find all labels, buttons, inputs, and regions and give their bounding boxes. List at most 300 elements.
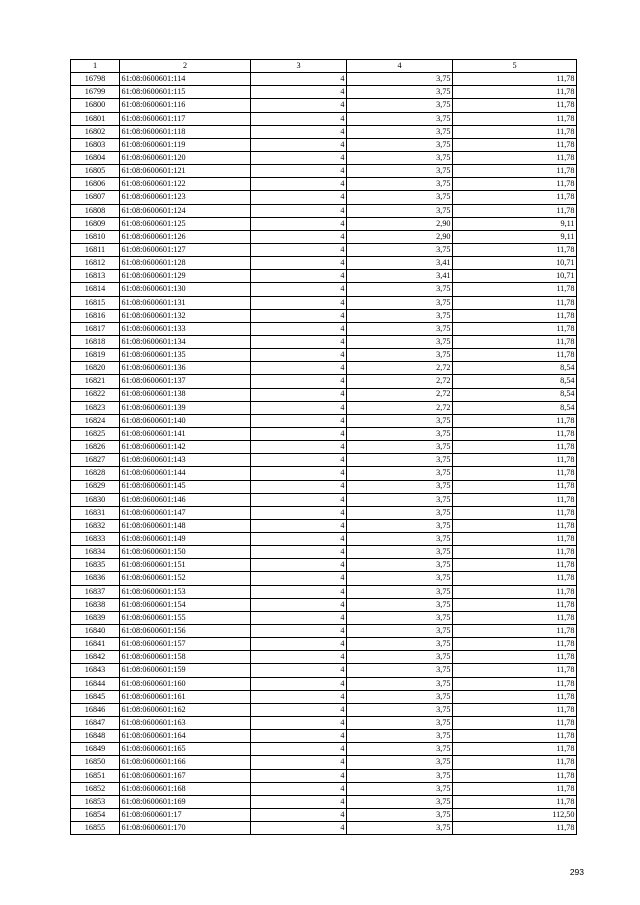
table-cell: 3,75 — [347, 467, 453, 480]
table-cell: 4 — [251, 441, 347, 454]
table-cell: 16799 — [71, 86, 120, 99]
table-cell: 16829 — [71, 480, 120, 493]
table-cell: 4 — [251, 257, 347, 270]
table-cell: 61:08:0600601:125 — [120, 217, 251, 230]
table-cell: 61:08:0600601:156 — [120, 625, 251, 638]
table-cell: 16841 — [71, 638, 120, 651]
table-row — [71, 769, 577, 782]
table-cell: 16853 — [71, 795, 120, 808]
table-cell: 9,11 — [453, 230, 577, 243]
table-cell: 11,78 — [453, 664, 577, 677]
table-cell: 16848 — [71, 730, 120, 743]
table-cell: 3,75 — [347, 335, 453, 348]
table-cell: 61:08:0600601:139 — [120, 401, 251, 414]
table-cell: 3,75 — [347, 730, 453, 743]
table-cell: 61:08:0600601:127 — [120, 243, 251, 256]
table-row — [71, 151, 577, 164]
table-row — [71, 441, 577, 454]
table-cell: 16827 — [71, 454, 120, 467]
table-row — [71, 664, 577, 677]
table-cell: 61:08:0600601:126 — [120, 230, 251, 243]
table-row — [71, 243, 577, 256]
table-row — [71, 822, 577, 835]
table-cell: 16813 — [71, 270, 120, 283]
table-cell: 4 — [251, 795, 347, 808]
table-cell: 11,78 — [453, 493, 577, 506]
table-cell: 4 — [251, 572, 347, 585]
table-row — [71, 112, 577, 125]
table-cell: 16833 — [71, 533, 120, 546]
table-row — [71, 270, 577, 283]
table-cell: 11,78 — [453, 743, 577, 756]
table-cell: 4 — [251, 296, 347, 309]
table-cell: 16845 — [71, 690, 120, 703]
page-number: 293 — [569, 867, 584, 877]
table-cell: 2,72 — [347, 388, 453, 401]
table-cell: 61:08:0600601:135 — [120, 349, 251, 362]
column-header: 4 — [347, 60, 453, 73]
table-row — [71, 257, 577, 270]
table-row — [71, 677, 577, 690]
table-cell: 16808 — [71, 204, 120, 217]
table-cell: 4 — [251, 467, 347, 480]
table-cell: 2,72 — [347, 375, 453, 388]
table-cell: 3,75 — [347, 178, 453, 191]
table-cell: 61:08:0600601:129 — [120, 270, 251, 283]
table-cell: 4 — [251, 125, 347, 138]
table-cell: 16838 — [71, 598, 120, 611]
table-cell: 16832 — [71, 519, 120, 532]
table-cell: 16809 — [71, 217, 120, 230]
table-cell: 4 — [251, 349, 347, 362]
table-cell: 4 — [251, 151, 347, 164]
table-cell: 4 — [251, 362, 347, 375]
table-cell: 11,78 — [453, 506, 577, 519]
table-cell: 4 — [251, 99, 347, 112]
table-cell: 61:08:0600601:120 — [120, 151, 251, 164]
table-cell: 11,78 — [453, 414, 577, 427]
table-cell: 61:08:0600601:17 — [120, 809, 251, 822]
table-cell: 11,78 — [453, 782, 577, 795]
table-cell: 16823 — [71, 401, 120, 414]
table-row — [71, 138, 577, 151]
table-cell: 4 — [251, 454, 347, 467]
table-cell: 4 — [251, 178, 347, 191]
table-cell: 16855 — [71, 822, 120, 835]
table-cell: 8,54 — [453, 362, 577, 375]
table-cell: 61:08:0600601:166 — [120, 756, 251, 769]
table-cell: 4 — [251, 769, 347, 782]
table-cell: 61:08:0600601:151 — [120, 559, 251, 572]
table-cell: 11,78 — [453, 296, 577, 309]
table-row — [71, 349, 577, 362]
table-cell: 11,78 — [453, 151, 577, 164]
table-cell: 61:08:0600601:169 — [120, 795, 251, 808]
table-cell: 61:08:0600601:170 — [120, 822, 251, 835]
table-cell: 16835 — [71, 559, 120, 572]
table-cell: 61:08:0600601:145 — [120, 480, 251, 493]
table-cell: 16849 — [71, 743, 120, 756]
table-cell: 3,75 — [347, 585, 453, 598]
table-cell: 112,50 — [453, 809, 577, 822]
table-cell: 61:08:0600601:128 — [120, 257, 251, 270]
table-cell: 16810 — [71, 230, 120, 243]
column-header: 1 — [71, 60, 120, 73]
table-cell: 9,11 — [453, 217, 577, 230]
table-row — [71, 585, 577, 598]
table-cell: 4 — [251, 625, 347, 638]
table-cell: 4 — [251, 414, 347, 427]
table-cell: 11,78 — [453, 611, 577, 624]
table-cell: 4 — [251, 73, 347, 86]
table-cell: 3,75 — [347, 165, 453, 178]
table-cell: 11,78 — [453, 480, 577, 493]
table-row — [71, 414, 577, 427]
table-cell: 11,78 — [453, 769, 577, 782]
table-row — [71, 204, 577, 217]
table-cell: 4 — [251, 506, 347, 519]
table-cell: 16821 — [71, 375, 120, 388]
table-row — [71, 467, 577, 480]
table-cell: 3,75 — [347, 795, 453, 808]
table-cell: 11,78 — [453, 99, 577, 112]
table-cell: 3,75 — [347, 454, 453, 467]
table-cell: 61:08:0600601:136 — [120, 362, 251, 375]
table-cell: 16826 — [71, 441, 120, 454]
table-cell: 16806 — [71, 178, 120, 191]
table-cell: 3,75 — [347, 99, 453, 112]
table-cell: 61:08:0600601:148 — [120, 519, 251, 532]
table-cell: 11,78 — [453, 717, 577, 730]
table-row — [71, 809, 577, 822]
table-cell: 3,75 — [347, 112, 453, 125]
table-cell: 8,54 — [453, 375, 577, 388]
table-cell: 61:08:0600601:131 — [120, 296, 251, 309]
table-cell: 16828 — [71, 467, 120, 480]
table-cell: 3,75 — [347, 493, 453, 506]
table-cell: 61:08:0600601:153 — [120, 585, 251, 598]
table-cell: 16824 — [71, 414, 120, 427]
table-cell: 61:08:0600601:157 — [120, 638, 251, 651]
table-row — [71, 480, 577, 493]
table-row — [71, 611, 577, 624]
table-cell: 11,78 — [453, 585, 577, 598]
table-cell: 3,75 — [347, 809, 453, 822]
table-row — [71, 572, 577, 585]
table-cell: 3,75 — [347, 204, 453, 217]
table-cell: 3,75 — [347, 243, 453, 256]
table-cell: 4 — [251, 743, 347, 756]
table-cell: 61:08:0600601:140 — [120, 414, 251, 427]
table-cell: 4 — [251, 677, 347, 690]
table-cell: 4 — [251, 388, 347, 401]
table-row — [71, 703, 577, 716]
table-cell: 61:08:0600601:155 — [120, 611, 251, 624]
table-cell: 61:08:0600601:161 — [120, 690, 251, 703]
table-cell: 3,41 — [347, 257, 453, 270]
table-cell: 4 — [251, 703, 347, 716]
table-row — [71, 638, 577, 651]
table-cell: 16819 — [71, 349, 120, 362]
table-cell: 61:08:0600601:133 — [120, 322, 251, 335]
table-row — [71, 362, 577, 375]
table-cell: 16798 — [71, 73, 120, 86]
table-cell: 11,78 — [453, 454, 577, 467]
table-cell: 4 — [251, 375, 347, 388]
table-cell: 4 — [251, 690, 347, 703]
table-cell: 16800 — [71, 99, 120, 112]
table-cell: 61:08:0600601:150 — [120, 546, 251, 559]
table-cell: 16847 — [71, 717, 120, 730]
table-cell: 11,78 — [453, 73, 577, 86]
table-cell: 16812 — [71, 257, 120, 270]
table-cell: 3,75 — [347, 782, 453, 795]
table-cell: 61:08:0600601:116 — [120, 99, 251, 112]
table-row — [71, 125, 577, 138]
table-cell: 16834 — [71, 546, 120, 559]
table-cell: 3,75 — [347, 414, 453, 427]
table-row — [71, 651, 577, 664]
table-cell: 16854 — [71, 809, 120, 822]
table-cell: 61:08:0600601:158 — [120, 651, 251, 664]
table-cell: 16851 — [71, 769, 120, 782]
table-cell: 61:08:0600601:144 — [120, 467, 251, 480]
table-cell: 11,78 — [453, 112, 577, 125]
table-cell: 61:08:0600601:130 — [120, 283, 251, 296]
table-row — [71, 427, 577, 440]
table-cell: 11,78 — [453, 178, 577, 191]
table-cell: 16822 — [71, 388, 120, 401]
table-row — [71, 454, 577, 467]
table-cell: 11,78 — [453, 309, 577, 322]
column-header: 2 — [120, 60, 251, 73]
table-cell: 4 — [251, 427, 347, 440]
table-cell: 16837 — [71, 585, 120, 598]
table-cell: 11,78 — [453, 690, 577, 703]
table-cell: 61:08:0600601:143 — [120, 454, 251, 467]
table-row — [71, 756, 577, 769]
table-cell: 3,75 — [347, 756, 453, 769]
table-cell: 4 — [251, 638, 347, 651]
table-cell: 61:08:0600601:119 — [120, 138, 251, 151]
table-cell: 16817 — [71, 322, 120, 335]
table-cell: 61:08:0600601:118 — [120, 125, 251, 138]
table-cell: 3,75 — [347, 572, 453, 585]
table-cell: 11,78 — [453, 625, 577, 638]
table-cell: 3,75 — [347, 717, 453, 730]
table-cell: 16805 — [71, 165, 120, 178]
table-cell: 4 — [251, 204, 347, 217]
table-cell: 16840 — [71, 625, 120, 638]
table-cell: 4 — [251, 559, 347, 572]
table-cell: 16843 — [71, 664, 120, 677]
table-cell: 4 — [251, 664, 347, 677]
table-cell: 61:08:0600601:146 — [120, 493, 251, 506]
table-cell: 61:08:0600601:142 — [120, 441, 251, 454]
table-row — [71, 717, 577, 730]
table-row — [71, 178, 577, 191]
table-cell: 4 — [251, 822, 347, 835]
table-cell: 61:08:0600601:167 — [120, 769, 251, 782]
table-cell: 61:08:0600601:134 — [120, 335, 251, 348]
table-cell: 4 — [251, 309, 347, 322]
table-cell: 61:08:0600601:163 — [120, 717, 251, 730]
table-row — [71, 322, 577, 335]
table-cell: 16850 — [71, 756, 120, 769]
table-cell: 61:08:0600601:168 — [120, 782, 251, 795]
table-row — [71, 283, 577, 296]
table-cell: 61:08:0600601:132 — [120, 309, 251, 322]
table-cell: 3,75 — [347, 506, 453, 519]
table-cell: 3,75 — [347, 73, 453, 86]
table-cell: 2,90 — [347, 217, 453, 230]
table-cell: 8,54 — [453, 388, 577, 401]
table-cell: 4 — [251, 782, 347, 795]
table-cell: 11,78 — [453, 165, 577, 178]
table-cell: 11,78 — [453, 795, 577, 808]
column-header: 3 — [251, 60, 347, 73]
table-cell: 2,90 — [347, 230, 453, 243]
table-cell: 3,75 — [347, 138, 453, 151]
table-cell: 11,78 — [453, 467, 577, 480]
table-cell: 4 — [251, 809, 347, 822]
table-row — [71, 533, 577, 546]
table-cell: 61:08:0600601:121 — [120, 165, 251, 178]
table-cell: 11,78 — [453, 651, 577, 664]
table-cell: 4 — [251, 493, 347, 506]
table-cell: 16836 — [71, 572, 120, 585]
table-cell: 4 — [251, 533, 347, 546]
table-cell: 4 — [251, 138, 347, 151]
table-cell: 11,78 — [453, 519, 577, 532]
table-cell: 3,75 — [347, 296, 453, 309]
table-cell: 61:08:0600601:159 — [120, 664, 251, 677]
table-row — [71, 493, 577, 506]
table-cell: 4 — [251, 546, 347, 559]
table-cell: 3,75 — [347, 638, 453, 651]
table-cell: 3,75 — [347, 677, 453, 690]
table-cell: 11,78 — [453, 138, 577, 151]
table-row — [71, 782, 577, 795]
table-cell: 3,75 — [347, 598, 453, 611]
table-cell: 61:08:0600601:117 — [120, 112, 251, 125]
table-cell: 61:08:0600601:152 — [120, 572, 251, 585]
table-cell: 11,78 — [453, 191, 577, 204]
table-cell: 16816 — [71, 309, 120, 322]
table-cell: 3,75 — [347, 322, 453, 335]
table-cell: 61:08:0600601:115 — [120, 86, 251, 99]
table-row — [71, 99, 577, 112]
table-cell: 16811 — [71, 243, 120, 256]
table-cell: 3,75 — [347, 822, 453, 835]
table-cell: 61:08:0600601:165 — [120, 743, 251, 756]
table-row — [71, 309, 577, 322]
table-cell: 4 — [251, 270, 347, 283]
table-row — [71, 86, 577, 99]
table-cell: 3,75 — [347, 151, 453, 164]
table-cell: 2,72 — [347, 401, 453, 414]
table-body — [71, 73, 577, 835]
table-row — [71, 625, 577, 638]
table-cell: 4 — [251, 401, 347, 414]
table-cell: 61:08:0600601:162 — [120, 703, 251, 716]
table-cell: 3,75 — [347, 191, 453, 204]
table-cell: 16803 — [71, 138, 120, 151]
table-cell: 3,75 — [347, 664, 453, 677]
table-cell: 11,78 — [453, 533, 577, 546]
table-cell: 8,54 — [453, 401, 577, 414]
table-cell: 61:08:0600601:114 — [120, 73, 251, 86]
table-cell: 3,75 — [347, 546, 453, 559]
table-cell: 61:08:0600601:137 — [120, 375, 251, 388]
table-cell: 16825 — [71, 427, 120, 440]
table-cell: 61:08:0600601:164 — [120, 730, 251, 743]
table-row — [71, 559, 577, 572]
table-cell: 4 — [251, 243, 347, 256]
table-cell: 16830 — [71, 493, 120, 506]
table-cell: 3,75 — [347, 690, 453, 703]
table-row — [71, 296, 577, 309]
table-cell: 3,75 — [347, 651, 453, 664]
table-cell: 4 — [251, 651, 347, 664]
table-cell: 11,78 — [453, 598, 577, 611]
table-cell: 3,75 — [347, 283, 453, 296]
table-cell: 4 — [251, 322, 347, 335]
table-row — [71, 191, 577, 204]
table-cell: 11,78 — [453, 283, 577, 296]
table-cell: 3,75 — [347, 533, 453, 546]
table-cell: 3,75 — [347, 625, 453, 638]
table-cell: 3,75 — [347, 309, 453, 322]
table-cell: 3,41 — [347, 270, 453, 283]
table-row — [71, 73, 577, 86]
table-cell: 61:08:0600601:123 — [120, 191, 251, 204]
table-cell: 61:08:0600601:122 — [120, 178, 251, 191]
table-cell: 11,78 — [453, 335, 577, 348]
table-cell: 10,71 — [453, 257, 577, 270]
table-cell: 11,78 — [453, 322, 577, 335]
table-cell: 3,75 — [347, 125, 453, 138]
table-cell: 11,78 — [453, 349, 577, 362]
table-header-row — [71, 60, 577, 73]
table-cell: 61:08:0600601:149 — [120, 533, 251, 546]
table-row — [71, 730, 577, 743]
table-cell: 4 — [251, 217, 347, 230]
table-cell: 4 — [251, 756, 347, 769]
table-row — [71, 690, 577, 703]
table-row — [71, 375, 577, 388]
table-cell: 4 — [251, 335, 347, 348]
table-cell: 11,78 — [453, 86, 577, 99]
table-cell: 3,75 — [347, 769, 453, 782]
table-cell: 16801 — [71, 112, 120, 125]
table-cell: 16842 — [71, 651, 120, 664]
table-cell: 2,72 — [347, 362, 453, 375]
table-row — [71, 230, 577, 243]
table-cell: 4 — [251, 717, 347, 730]
table-row — [71, 519, 577, 532]
column-header: 5 — [453, 60, 577, 73]
table-cell: 3,75 — [347, 519, 453, 532]
table-cell: 11,78 — [453, 822, 577, 835]
table-cell: 10,71 — [453, 270, 577, 283]
table-cell: 11,78 — [453, 204, 577, 217]
table-cell: 11,78 — [453, 756, 577, 769]
table-cell: 61:08:0600601:154 — [120, 598, 251, 611]
table-cell: 61:08:0600601:147 — [120, 506, 251, 519]
table-cell: 4 — [251, 598, 347, 611]
table-row — [71, 506, 577, 519]
